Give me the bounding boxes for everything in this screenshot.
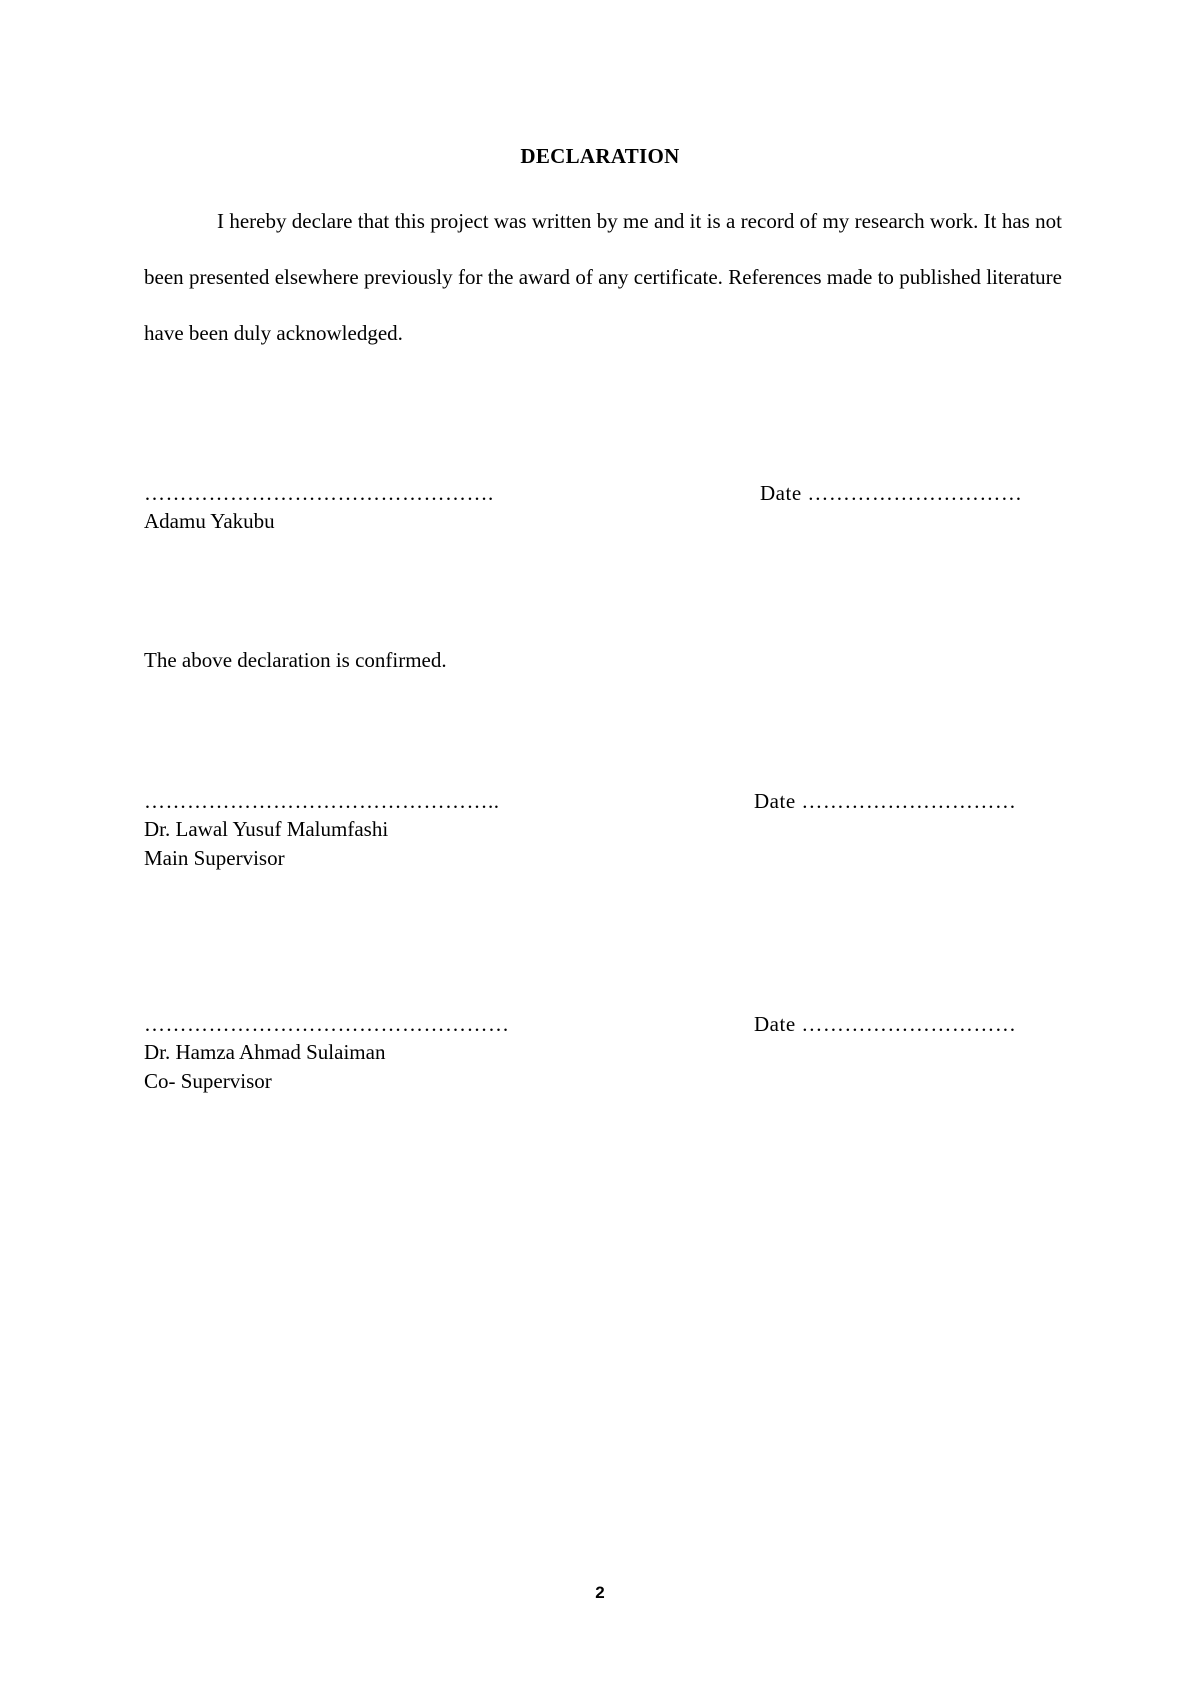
- student-signature-line: ………………………………………….: [144, 481, 494, 505]
- co-supervisor-name: Dr. Hamza Ahmad Sulaiman: [144, 1040, 386, 1064]
- page-number: 2: [595, 1583, 605, 1602]
- main-supervisor-name: Dr. Lawal Yusuf Malumfashi: [144, 817, 389, 841]
- co-supervisor-date-field: Date …………………………: [754, 1012, 1017, 1036]
- co-supervisor-signature-line: ……………………………………………: [144, 1012, 510, 1036]
- main-supervisor-signature-block: [144, 789, 1064, 873]
- co-supervisor-signature-block: [144, 1012, 1064, 1096]
- student-signature-block: [144, 481, 1064, 536]
- page-title: DECLARATION: [520, 144, 680, 168]
- student-name: Adamu Yakubu: [144, 509, 275, 533]
- student-date-field: Date …………………………: [760, 481, 1023, 505]
- confirmation-text: The above declaration is confirmed.: [144, 648, 447, 672]
- main-supervisor-signature-row: [144, 789, 1064, 815]
- co-supervisor-signature-row: [144, 1012, 1064, 1038]
- co-supervisor-role: Co- Supervisor: [144, 1069, 272, 1093]
- main-supervisor-date-field: Date …………………………: [754, 789, 1017, 813]
- declaration-paragraph: I hereby declare that this project was written by me and it is a record of my research work. It has not been presented elsewhere previously for the award of any certificate. References made to published literature have been duly acknowledged.: [144, 209, 1062, 345]
- main-supervisor-role: Main Supervisor: [144, 846, 285, 870]
- student-signature-row: [144, 481, 1064, 507]
- main-supervisor-signature-line: …………………………………………..: [144, 789, 500, 813]
